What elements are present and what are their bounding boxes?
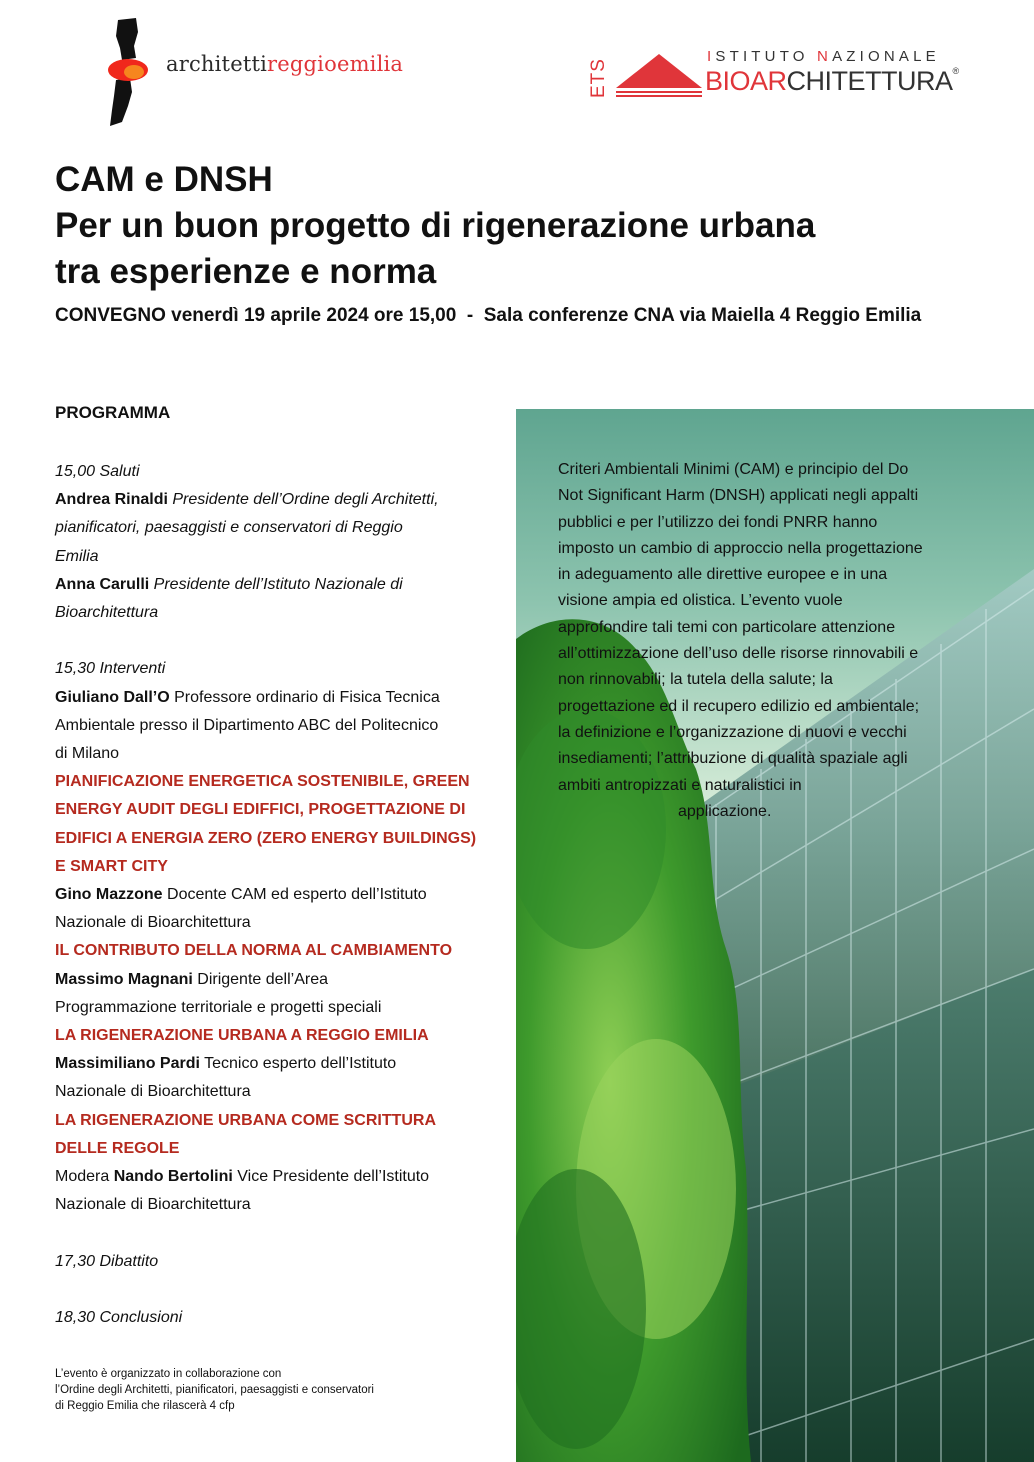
speaker-entry: Anna Carulli Presidente dell’Istituto Nazionale di — [55, 575, 403, 593]
title-line: Per un buon progetto di rigenerazione urbana — [55, 206, 816, 245]
logo-ink-mark-icon — [100, 18, 160, 128]
speaker-name: Andrea Rinaldi — [55, 491, 168, 509]
speaker-entry: Andrea Rinaldi Presidente dell’Ordine degli Architetti, — [55, 491, 439, 509]
speaker-name: Massimiliano Pardi — [55, 1055, 200, 1073]
moderator-entry: Modera Nando Bertolini Vice Presidente dell’Istituto — [55, 1168, 430, 1186]
title-line: tra esperienze e norma — [55, 252, 437, 291]
speaker-entry: Massimiliano Pardi Tecnico esperto dell’Istituto — [55, 1055, 397, 1073]
programme-heading: PROGRAMMA — [55, 403, 171, 422]
programme-list: 15,00 Saluti Andrea Rinaldi Presidente dell’Ordine degli Architetti, pianificatori, paesaggisti e conservatori di Reggio Emilia Anna Carulli Presidente dell’Istituto Nazionale di Bioarchitettura 15,30 Interventi Giuliano Dall’O Professore ordinario di Fisica Tecnica Ambientale presso il Dipartimento ABC del Politecnico di Milano PIANIFICAZIONE ENERGETICA SOSTENIBILE, GREEN ENERGY AUDIT DEGLI EDIFFICI, PROGETTAZIONE DI EDIFICI A ENERGIA ZERO (ZERO ENERGY BUILDINGS) E SMART CITY Gino Mazzone Docente CAM ed esperto dell’Istituto Nazionale di Bioarchitettura IL CONTRIBUTO DELLA NORMA AL CAMBIAMENTO Massimo Magnani Dirigente dell’Area Programmazione territoriale e progetti speciali LA RIGENERAZIONE URBANA A REGGIO EMILIA Massimiliano Pardi Tecnico esperto dell’Istituto Nazionale di Bioarchitettura LA RIGENERAZIONE URBANA COME SCRITTURA DELLE REGOLE Modera Nando Bertolini Vice Presidente dell’Istituto Nazionale di Bioarchitettura 17,30 Dibattito 18,30 Conclusioni — [55, 458, 505, 1332]
logo-text-reggioemilia: reggioemilia — [267, 52, 404, 76]
architetti-reggio-emilia-logo — [100, 18, 430, 128]
page-title — [55, 157, 995, 295]
talk-topic: LA RIGENERAZIONE URBANA A REGGIO EMILIA — [55, 1027, 429, 1045]
schedule-time: 15,00 Saluti — [55, 463, 140, 480]
talk-topic: ENERGY AUDIT DEGLI EDIFFICI, PROGETTAZIONE DI — [55, 801, 466, 819]
event-details: CONVEGNO venerdì 19 aprile 2024 ore 15,00 - Sala conferenze CNA via Maiella 4 Reggio Emilia — [55, 305, 922, 326]
logo-ets-text: ETS — [588, 58, 609, 98]
schedule-time: 15,30 Interventi — [55, 660, 166, 678]
hero-image-panel — [516, 409, 1034, 1462]
logo-text-architetti: architetti — [166, 52, 268, 76]
logo-line-istituto-nazionale: ISTITUTO NAZIONALE — [707, 48, 940, 65]
speaker-entry: Giuliano Dall’O Professore ordinario di Fisica Tecnica — [55, 688, 440, 706]
speaker-entry: Gino Mazzone Docente CAM ed esperto dell’Istituto — [55, 886, 427, 904]
title-line: CAM e DNSH — [55, 160, 273, 199]
moderator-name: Nando Bertolini — [113, 1168, 233, 1186]
istituto-bioarchitettura-logo — [590, 42, 960, 102]
talk-topic: LA RIGENERAZIONE URBANA COME SCRITTURA — [55, 1111, 437, 1129]
talk-topic: DELLE REGOLE — [55, 1139, 180, 1157]
schedule-time: 18,30 Conclusioni — [55, 1309, 183, 1327]
speaker-name: Gino Mazzone — [55, 886, 163, 904]
talk-topic: IL CONTRIBUTO DELLA NORMA AL CAMBIAMENTO — [55, 942, 453, 960]
speaker-name: Anna Carulli — [55, 575, 150, 593]
schedule-time: 17,30 Dibattito — [55, 1252, 159, 1270]
speaker-entry: Massimo Magnani Dirigente dell’Area — [55, 970, 328, 988]
talk-topic: E SMART CITY — [55, 857, 168, 875]
speaker-name: Giuliano Dall’O — [55, 688, 170, 706]
talk-topic: PIANIFICAZIONE ENERGETICA SOSTENIBILE, GREEN — [55, 773, 470, 791]
roof-triangle-icon — [614, 52, 704, 98]
talk-topic: EDIFICI A ENERGIA ZERO (ZERO ENERGY BUILDINGS) — [55, 829, 477, 847]
event-description: Criteri Ambientali Minimi (CAM) e principio del Do Not Significant Harm (DNSH) applicati negli appalti pubblici e per l’utilizzo dei fondi PNRR hanno imposto un cambio di approccio nella progettazione in adeguamento alle direttive europee e in una visione ampia ed olistica. L’evento vuole approfondire tali temi con particolare attenzione all’ottimizzazione dell’uso delle risorse rinnovabili e non rinnovabili; la tutela della salute; la progettazione ed il recupero edilizio ed ambientale; la definizione e l’organizzazione di nuovi e vecchi insediamenti; l’attribuzione di qualità spaziale agli ambiti antropizzati e naturalistici in applicazione. — [558, 461, 923, 820]
logo-line-bioarchitettura: BIOARCHITETTURA® — [705, 66, 959, 96]
speaker-name: Massimo Magnani — [55, 970, 193, 988]
footnote: L’evento è organizzato in collaborazione con l’Ordine degli Architetti, pianificatori, paesaggisti e conservatori di Reggio Emilia che rilascerà 4 cfp — [55, 1368, 374, 1412]
